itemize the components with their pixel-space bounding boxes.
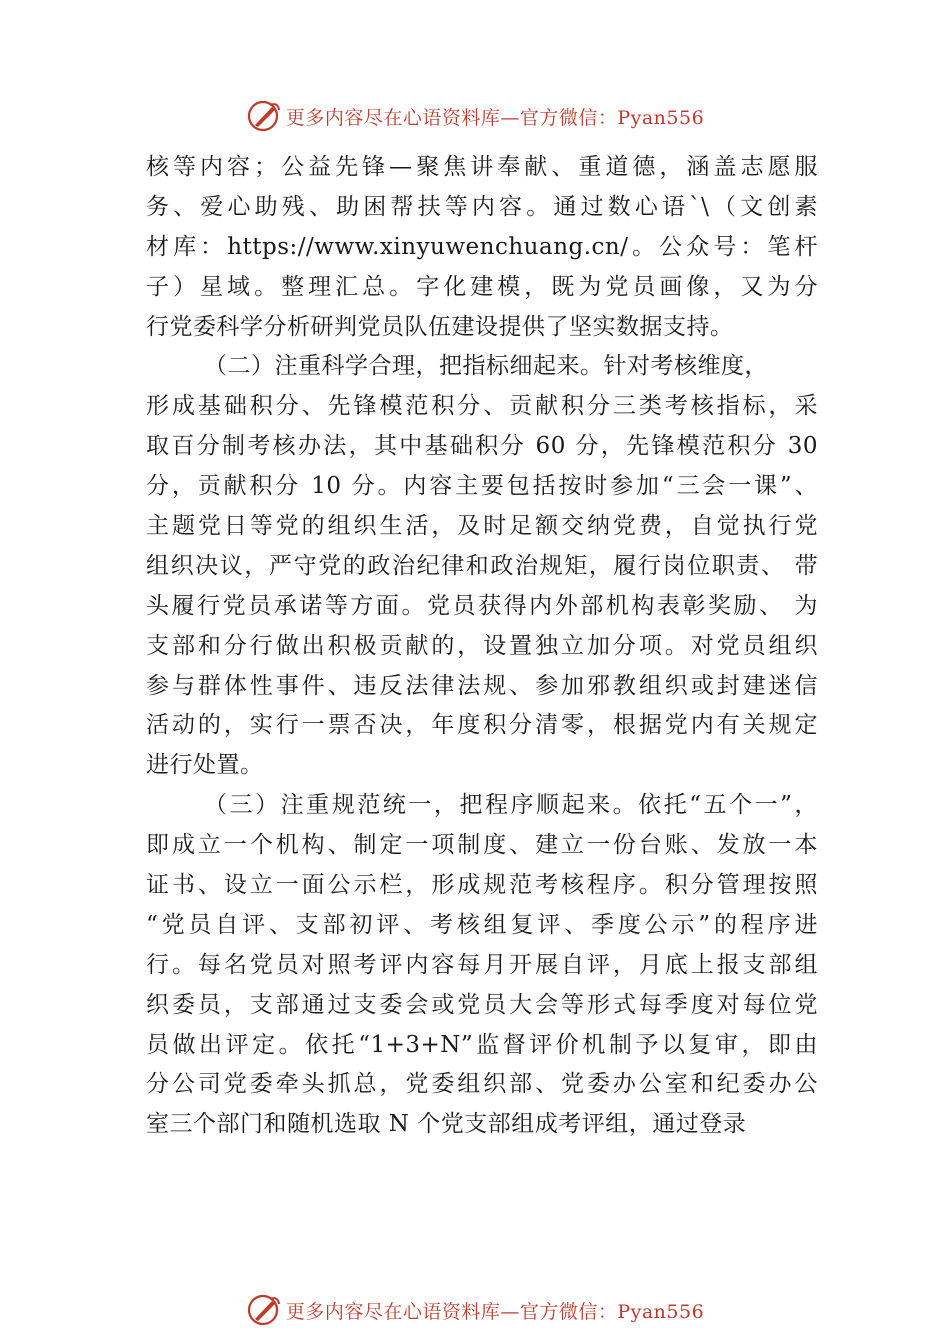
paragraph-2 (146, 347, 818, 786)
text-line: 进行处置。 (146, 752, 264, 779)
document-body (146, 148, 818, 1145)
text-line: 头履行党员承诺等方面。党员获得内外部机构表彰奖励、 为 (146, 592, 818, 619)
text-line: 参与群体性事件、违反法律法规、参加邪教组织或封建迷信 (146, 672, 818, 699)
text-line: 材库：https://www.xinyuwenchuang.cn/。公众号：笔杆 (146, 233, 818, 260)
text-line: 室三个部门和随机选取 N 个党支部组成考评组，通过登录 (146, 1111, 747, 1138)
text-line: （三）注重规范统一，把程序顺起来。依托“五个一”， (204, 792, 818, 819)
quill-logo-icon (246, 1292, 282, 1328)
text-line: 行党委科学分析研判党员队伍建设提供了坚实数据支持。 (146, 313, 734, 340)
text-line: 分公司党委牵头抓总，党委组织部、党委办公室和纪委办公 (146, 1071, 818, 1098)
text-line: 务、爱心助残、助困帮扶等内容。通过数心语`\（文创素 (146, 193, 818, 220)
paragraph-1 (146, 148, 818, 347)
text-line: “党员自评、支部初评、考核组复评、季度公示”的程序进 (146, 911, 818, 938)
text-line: 员做出评定。依托“1+3+N”监督评价机制予以复审，即由 (146, 1031, 818, 1058)
text-line: 行。每名党员对照考评内容每月开展自评，月底上报支部组 (146, 951, 818, 978)
banner-text: 更多内容尽在心语资料库—官方微信：Pyan556 (285, 1300, 705, 1323)
quill-logo-icon (246, 98, 282, 134)
text-line: 取百分制考核办法，其中基础积分 60 分，先锋模范积分 30 (146, 433, 818, 460)
text-line: 即成立一个机构、制定一项制度、建立一份台账、发放一本 (146, 832, 818, 859)
text-line: 子）星域。整理汇总。字化建模，既为党员画像，又为分 (146, 273, 818, 300)
banner-text: 更多内容尽在心语资料库—官方微信：Pyan556 (285, 106, 705, 129)
text-line: 证书、设立一面公示栏，形成规范考核程序。积分管理按照 (146, 872, 818, 899)
paragraph-3 (146, 786, 818, 1145)
text-line: 核等内容；公益先锋—聚焦讲奉献、重道德，涵盖志愿服 (146, 154, 818, 180)
text-line: 活动的，实行一票否决，年度积分清零，根据党内有关规定 (146, 712, 818, 739)
text-line: 织委员，支部通过支委会或党员大会等形式每季度对每位党 (146, 991, 818, 1018)
text-line: （二）注重科学合理，把指标细起来。针对考核维度， (204, 353, 768, 380)
text-line: 主题党日等党的组织生活，及时足额交纳党费，自觉执行党 (146, 513, 818, 540)
footer-banner (0, 1290, 950, 1330)
text-line: 组织决议，严守党的政治纪律和政治规矩，履行岗位职责、 带 (146, 552, 818, 579)
header-banner (0, 96, 950, 136)
text-line: 形成基础积分、先锋模范积分、贡献积分三类考核指标，采 (146, 393, 818, 420)
text-line: 分，贡献积分 10 分。内容主要包括按时参加“三会一课”、 (146, 473, 818, 500)
text-line: 支部和分行做出积极贡献的，设置独立加分项。对党员组织 (146, 632, 818, 659)
